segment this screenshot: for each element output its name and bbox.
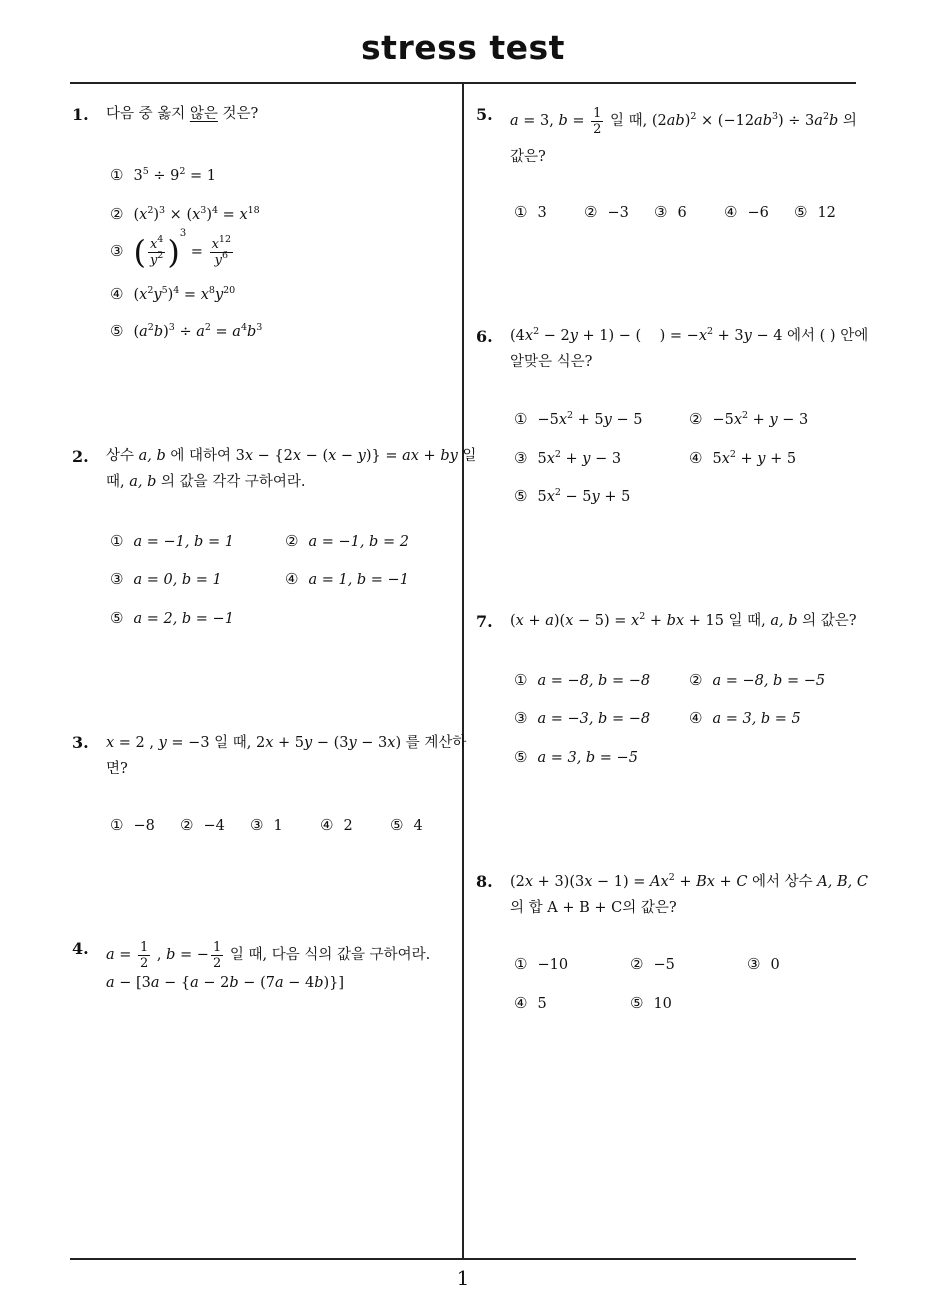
question-3-option-1[interactable]: ① −8: [110, 816, 155, 834]
question-2-prompt-line-2: 때, a, b 의 값을 각각 구하여라.: [106, 474, 306, 490]
question-1-option-2[interactable]: ② $(x^2)^3 \times (x^3)^4 = x^{18}$: [110, 205, 260, 223]
question-8-option-3[interactable]: ③ 0: [747, 955, 780, 973]
question-1-option-1[interactable]: ① $3^5 \div 9^2 = 1$: [110, 166, 216, 184]
question-3-option-3[interactable]: ③ 1: [250, 816, 283, 834]
bottom-rule: [70, 1258, 856, 1260]
page-title: stress test: [361, 28, 565, 67]
question-1-prompt: 다음 중 옳지 않은 것은?: [106, 106, 259, 122]
question-6-prompt-line-2: 알맞은 식은?: [510, 354, 593, 370]
question-1-option-5[interactable]: ⑤ $(a^2b)^3 \div a^2 = a^4b^3$: [110, 322, 263, 340]
question-3-prompt-line-1: x = 2 , y = −3 일 때, 2x + 5y − (3y − 3x) 를 계산하: [106, 735, 467, 751]
question-2-option-5[interactable]: ⑤ a = 2, b = −1: [110, 609, 234, 627]
question-5-option-2[interactable]: ② −3: [584, 203, 629, 221]
question-5-option-1[interactable]: ① 3: [514, 203, 547, 221]
question-5-prompt-line-2: 값은?: [510, 149, 546, 165]
question-2-option-3[interactable]: ③ a = 0, b = 1: [110, 570, 222, 588]
question-6-option-2[interactable]: ② $-5x^2 + y - 3$: [689, 410, 809, 428]
question-1-option-4[interactable]: ④ $(x^2y^5)^4 = x^8y^{20}$: [110, 285, 236, 303]
question-8-option-1[interactable]: ① −10: [514, 955, 569, 973]
question-2-option-4[interactable]: ④ a = 1, b = −1: [285, 570, 409, 588]
question-3-option-4[interactable]: ④ 2: [320, 816, 353, 834]
question-6-option-5[interactable]: ⑤ $5x^2 - 5y + 5$: [514, 487, 631, 505]
question-8-option-5[interactable]: ⑤ 10: [630, 994, 672, 1012]
question-8-prompt-line-2: 의 합 A + B + C의 값은?: [510, 900, 677, 916]
question-8-option-2[interactable]: ② −5: [630, 955, 675, 973]
page-number: 1: [456, 1266, 470, 1290]
question-5-prompt-line-1: a = 3, b = $\frac{1}{2}$ 일 때, $(2ab)^2 \times (-12ab^3) \div 3a^2b$ 의: [510, 105, 857, 137]
question-6-number: 6.: [476, 327, 493, 346]
question-7-option-5[interactable]: ⑤ a = 3, b = −5: [514, 748, 638, 766]
question-2-prompt-line-1: 상수 a, b 에 대하여 3x − {2x − (x − y)} = ax + by 일: [106, 448, 477, 464]
question-3-number: 3.: [72, 733, 89, 752]
question-3-prompt-line-2: 면?: [106, 761, 128, 777]
question-4-number: 4.: [72, 939, 89, 958]
question-7-option-4[interactable]: ④ a = 3, b = 5: [689, 709, 801, 727]
question-1-option-3[interactable]: ③ ( $\frac{x^4}{y^2}$ )$^3$ = $\frac{x^{12}}{y^6}$: [110, 228, 232, 271]
question-7-option-2[interactable]: ② a = −8, b = −5: [689, 671, 826, 689]
question-8-prompt-line-1: $(2x + 3)(3x - 1) = Ax^2 + Bx + C$ 에서 상수 A, B, C: [510, 872, 868, 890]
question-4-prompt: a = $\frac{1}{2}$ , b = − $\frac{1}{2}$ 일 때, 다음 식의 값을 구하여라.: [106, 939, 431, 971]
question-1-number: 1.: [72, 105, 89, 124]
question-5-option-4[interactable]: ④ −6: [724, 203, 769, 221]
question-4-expression: a − [3a − {a − 2b − (7a − 4b)}]: [106, 975, 345, 991]
question-6-option-3[interactable]: ③ $5x^2 + y - 3$: [514, 449, 622, 467]
question-7-prompt: $(x + a)(x - 5) = x^2$ + bx + 15 일 때, a, b 의 값은?: [510, 611, 857, 629]
question-5-option-5[interactable]: ⑤ 12: [794, 203, 836, 221]
question-6-option-1[interactable]: ① $-5x^2 + 5y - 5$: [514, 410, 643, 428]
question-7-option-1[interactable]: ① a = −8, b = −8: [514, 671, 651, 689]
question-6-prompt-line-1: $(4x^2 - 2y + 1)$ − ( ) = $-x^2 + 3y - 4$ 에서 ( ) 안에: [510, 326, 869, 344]
column-divider: [462, 83, 464, 1259]
question-8-option-4[interactable]: ④ 5: [514, 994, 547, 1012]
question-7-number: 7.: [476, 612, 493, 631]
question-5-number: 5.: [476, 105, 493, 124]
question-2-option-2[interactable]: ② a = −1, b = 2: [285, 532, 409, 550]
question-3-option-2[interactable]: ② −4: [180, 816, 225, 834]
question-5-option-3[interactable]: ③ 6: [654, 203, 687, 221]
question-7-option-3[interactable]: ③ a = −3, b = −8: [514, 709, 651, 727]
question-6-option-4[interactable]: ④ $5x^2 + y + 5$: [689, 449, 797, 467]
question-2-number: 2.: [72, 447, 89, 466]
question-3-option-5[interactable]: ⑤ 4: [390, 816, 423, 834]
question-8-number: 8.: [476, 872, 493, 891]
question-2-option-1[interactable]: ① a = −1, b = 1: [110, 532, 234, 550]
